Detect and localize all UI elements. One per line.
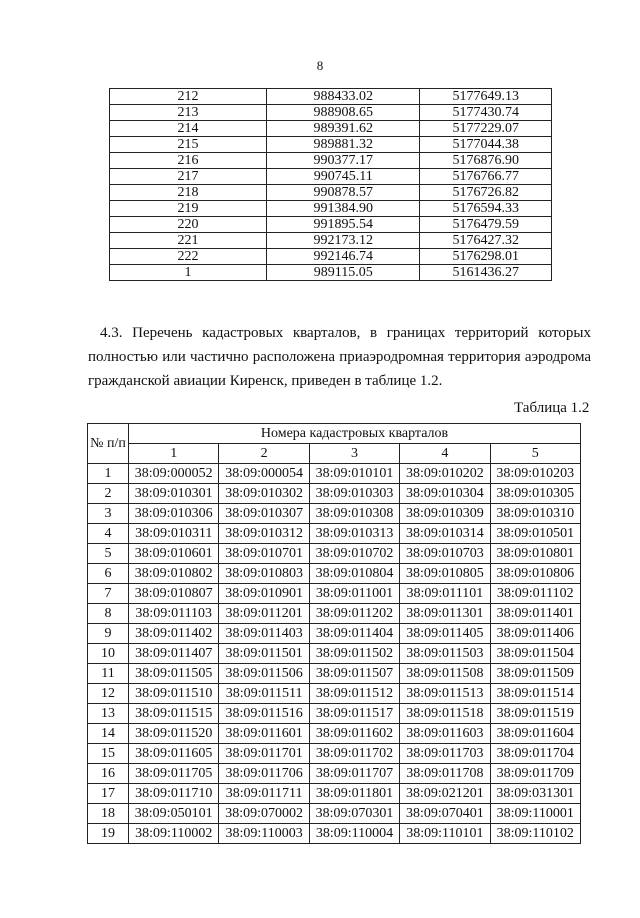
row-number-cell: 15: [88, 744, 129, 764]
row-number-cell: 18: [88, 804, 129, 824]
table-cell: 988433.02: [267, 89, 420, 105]
row-number-cell: 10: [88, 644, 129, 664]
table-cell: 992173.12: [267, 233, 420, 249]
cadastral-number-cell: 38:09:011507: [309, 664, 399, 684]
cadastral-number-cell: 38:09:011301: [400, 604, 490, 624]
table-cell: 5176427.32: [420, 233, 552, 249]
table-cell: 5177649.13: [420, 89, 552, 105]
cadastral-number-cell: 38:09:011602: [309, 724, 399, 744]
table-row: [88, 504, 581, 524]
cadastral-number-cell: 38:09:011101: [400, 584, 490, 604]
table-cell: 215: [110, 137, 267, 153]
table-cell: 5176479.59: [420, 217, 552, 233]
table-row: [110, 217, 552, 233]
cadastral-number-cell: 38:09:011604: [490, 724, 580, 744]
table-cell: 989881.32: [267, 137, 420, 153]
cadastral-number-cell: 38:09:010807: [129, 584, 219, 604]
cadastral-table: [87, 423, 581, 844]
cadastral-number-cell: 38:09:011702: [309, 744, 399, 764]
table-caption: Таблица 1.2: [514, 400, 590, 416]
table-cell: 990377.17: [267, 153, 420, 169]
paragraph-4-3: [88, 321, 591, 393]
table-row: [88, 744, 581, 764]
page-number: 8: [316, 58, 324, 73]
table-cell: 989391.62: [267, 121, 420, 137]
cadastral-number-cell: 38:09:011406: [490, 624, 580, 644]
cadastral-number-cell: 38:09:010308: [309, 504, 399, 524]
cadastral-number-cell: 38:09:010313: [309, 524, 399, 544]
cadastral-number-cell: 38:09:010703: [400, 544, 490, 564]
table-cell: 991895.54: [267, 217, 420, 233]
cadastral-number-cell: 38:09:011506: [219, 664, 309, 684]
cadastral-number-cell: 38:09:011512: [309, 684, 399, 704]
table-cell: 989115.05: [267, 265, 420, 281]
cadastral-number-cell: 38:09:011801: [309, 784, 399, 804]
table-cell: 990878.57: [267, 185, 420, 201]
row-number-cell: 12: [88, 684, 129, 704]
table-row: [88, 704, 581, 724]
cadastral-number-cell: 38:09:011513: [400, 684, 490, 704]
cadastral-number-cell: 38:09:011708: [400, 764, 490, 784]
cadastral-number-cell: 38:09:011102: [490, 584, 580, 604]
table-cell: 992146.74: [267, 249, 420, 265]
table-row: [110, 121, 552, 137]
cadastral-number-cell: 38:09:070401: [400, 804, 490, 824]
cadastral-number-cell: 38:09:010601: [129, 544, 219, 564]
table-row: [88, 564, 581, 584]
cadastral-number-cell: 38:09:011704: [490, 744, 580, 764]
row-number-cell: 8: [88, 604, 129, 624]
cadastral-number-cell: 38:09:010804: [309, 564, 399, 584]
header-row-number: № п/п: [88, 424, 129, 464]
cadastral-number-cell: 38:09:070301: [309, 804, 399, 824]
table-cell: 5176876.90: [420, 153, 552, 169]
cadastral-number-cell: 38:09:110001: [490, 804, 580, 824]
row-number-cell: 19: [88, 824, 129, 844]
cadastral-number-cell: 38:09:010806: [490, 564, 580, 584]
cadastral-number-cell: 38:09:010501: [490, 524, 580, 544]
row-number-cell: 6: [88, 564, 129, 584]
cadastral-number-cell: 38:09:050101: [129, 804, 219, 824]
cadastral-number-cell: 38:09:010202: [400, 464, 490, 484]
cadastral-number-cell: 38:09:011520: [129, 724, 219, 744]
table-row: [88, 524, 581, 544]
table-cell: 216: [110, 153, 267, 169]
cadastral-number-cell: 38:09:011404: [309, 624, 399, 644]
cadastral-number-cell: 38:09:011202: [309, 604, 399, 624]
cadastral-number-cell: 38:09:010301: [129, 484, 219, 504]
cadastral-number-cell: 38:09:011501: [219, 644, 309, 664]
cadastral-number-cell: 38:09:011518: [400, 704, 490, 724]
table-row: [110, 89, 552, 105]
cadastral-number-cell: 38:09:011508: [400, 664, 490, 684]
header-col: 1: [129, 444, 219, 464]
table-cell: 214: [110, 121, 267, 137]
table-row: [88, 464, 581, 484]
table-row: [88, 804, 581, 824]
row-number-cell: 9: [88, 624, 129, 644]
cadastral-number-cell: 38:09:010701: [219, 544, 309, 564]
row-number-cell: 2: [88, 484, 129, 504]
table-cell: 990745.11: [267, 169, 420, 185]
cadastral-number-cell: 38:09:011710: [129, 784, 219, 804]
cadastral-number-cell: 38:09:011502: [309, 644, 399, 664]
table-row: [110, 265, 552, 281]
cadastral-number-cell: 38:09:011504: [490, 644, 580, 664]
cadastral-number-cell: 38:09:110004: [309, 824, 399, 844]
table-row: [110, 105, 552, 121]
cadastral-number-cell: 38:09:010314: [400, 524, 490, 544]
table-cell: 222: [110, 249, 267, 265]
table-cell: 213: [110, 105, 267, 121]
cadastral-number-cell: 38:09:011001: [309, 584, 399, 604]
table-cell: 212: [110, 89, 267, 105]
cadastral-number-cell: 38:09:011703: [400, 744, 490, 764]
cadastral-number-cell: 38:09:011103: [129, 604, 219, 624]
cadastral-number-cell: 38:09:000052: [129, 464, 219, 484]
cadastral-number-cell: 38:09:010303: [309, 484, 399, 504]
table-row: [88, 764, 581, 784]
cadastral-number-cell: 38:09:110003: [219, 824, 309, 844]
cadastral-number-cell: 38:09:011401: [490, 604, 580, 624]
coordinates-table: [109, 88, 552, 281]
table-row: [88, 544, 581, 564]
cadastral-number-cell: 38:09:011517: [309, 704, 399, 724]
cadastral-number-cell: 38:09:011405: [400, 624, 490, 644]
cadastral-number-cell: 38:09:011709: [490, 764, 580, 784]
row-number-cell: 3: [88, 504, 129, 524]
table-row: [88, 644, 581, 664]
table-row: [88, 604, 581, 624]
cadastral-number-cell: 38:09:011511: [219, 684, 309, 704]
table-row: [88, 724, 581, 744]
cadastral-number-cell: 38:09:011707: [309, 764, 399, 784]
cadastral-number-cell: 38:09:010901: [219, 584, 309, 604]
cadastral-number-cell: 38:09:110002: [129, 824, 219, 844]
row-number-cell: 17: [88, 784, 129, 804]
cadastral-number-cell: 38:09:010311: [129, 524, 219, 544]
header-col: 2: [219, 444, 309, 464]
row-number-cell: 7: [88, 584, 129, 604]
row-number-cell: 11: [88, 664, 129, 684]
table-cell: 5161436.27: [420, 265, 552, 281]
cadastral-number-cell: 38:09:011514: [490, 684, 580, 704]
cadastral-number-cell: 38:09:010805: [400, 564, 490, 584]
row-number-cell: 4: [88, 524, 129, 544]
cadastral-number-cell: 38:09:011603: [400, 724, 490, 744]
row-number-cell: 14: [88, 724, 129, 744]
row-number-cell: 5: [88, 544, 129, 564]
table-cell: 5177430.74: [420, 105, 552, 121]
table-cell: 220: [110, 217, 267, 233]
table-row: [110, 137, 552, 153]
table-row: [110, 249, 552, 265]
header-cadastral-numbers: Номера кадастровых кварталов: [129, 424, 581, 444]
cadastral-number-cell: 38:09:110102: [490, 824, 580, 844]
cadastral-number-cell: 38:09:010302: [219, 484, 309, 504]
cadastral-number-cell: 38:09:011706: [219, 764, 309, 784]
cadastral-number-cell: 38:09:000054: [219, 464, 309, 484]
cadastral-number-cell: 38:09:010306: [129, 504, 219, 524]
cadastral-number-cell: 38:09:011605: [129, 744, 219, 764]
cadastral-number-cell: 38:09:011519: [490, 704, 580, 724]
cadastral-number-cell: 38:09:011701: [219, 744, 309, 764]
table-cell: 5176726.82: [420, 185, 552, 201]
cadastral-number-cell: 38:09:011510: [129, 684, 219, 704]
table-cell: 219: [110, 201, 267, 217]
row-number-cell: 1: [88, 464, 129, 484]
table-row: [88, 684, 581, 704]
table-row: [110, 153, 552, 169]
cadastral-number-cell: 38:09:011515: [129, 704, 219, 724]
table-row: [110, 169, 552, 185]
table-cell: 221: [110, 233, 267, 249]
cadastral-number-cell: 38:09:031301: [490, 784, 580, 804]
cadastral-number-cell: 38:09:011516: [219, 704, 309, 724]
cadastral-number-cell: 38:09:010312: [219, 524, 309, 544]
table-cell: 988908.65: [267, 105, 420, 121]
cadastral-number-cell: 38:09:010702: [309, 544, 399, 564]
table-cell: 5176594.33: [420, 201, 552, 217]
cadastral-number-cell: 38:09:011711: [219, 784, 309, 804]
cadastral-number-cell: 38:09:011503: [400, 644, 490, 664]
cadastral-number-cell: 38:09:010101: [309, 464, 399, 484]
cadastral-number-cell: 38:09:010803: [219, 564, 309, 584]
table-row: [88, 584, 581, 604]
header-col: 4: [400, 444, 490, 464]
table-row: [110, 233, 552, 249]
paragraph-text: 4.3. Перечень кадастровых кварталов, в границах территорий которых полностью или частично расположена приаэродромная территория аэродрома гражданской авиации Киренск, приведен в таблице 1.2.: [88, 325, 591, 389]
table-cell: 5177044.38: [420, 137, 552, 153]
cadastral-number-cell: 38:09:010203: [490, 464, 580, 484]
cadastral-number-cell: 38:09:011407: [129, 644, 219, 664]
table-cell: 218: [110, 185, 267, 201]
cadastral-number-cell: 38:09:011403: [219, 624, 309, 644]
cadastral-number-cell: 38:09:010307: [219, 504, 309, 524]
header-col: 5: [490, 444, 580, 464]
table-cell: 5176766.77: [420, 169, 552, 185]
cadastral-number-cell: 38:09:010305: [490, 484, 580, 504]
cadastral-number-cell: 38:09:010801: [490, 544, 580, 564]
table-cell: 5177229.07: [420, 121, 552, 137]
table-row: [88, 484, 581, 504]
table-cell: 5176298.01: [420, 249, 552, 265]
table-cell: 217: [110, 169, 267, 185]
cadastral-number-cell: 38:09:021201: [400, 784, 490, 804]
cadastral-number-cell: 38:09:010310: [490, 504, 580, 524]
table-row: [88, 664, 581, 684]
cadastral-number-cell: 38:09:070002: [219, 804, 309, 824]
table-row: [110, 185, 552, 201]
cadastral-number-cell: 38:09:010802: [129, 564, 219, 584]
table-row: [110, 201, 552, 217]
table-row: [88, 624, 581, 644]
cadastral-number-cell: 38:09:011402: [129, 624, 219, 644]
row-number-cell: 16: [88, 764, 129, 784]
cadastral-number-cell: 38:09:011601: [219, 724, 309, 744]
row-number-cell: 13: [88, 704, 129, 724]
table-cell: 991384.90: [267, 201, 420, 217]
cadastral-number-cell: 38:09:011505: [129, 664, 219, 684]
cadastral-number-cell: 38:09:010309: [400, 504, 490, 524]
cadastral-number-cell: 38:09:011705: [129, 764, 219, 784]
header-col: 3: [309, 444, 399, 464]
table-row: [88, 784, 581, 804]
cadastral-number-cell: 38:09:110101: [400, 824, 490, 844]
table-cell: 1: [110, 265, 267, 281]
table-row: [88, 824, 581, 844]
cadastral-number-cell: 38:09:011201: [219, 604, 309, 624]
cadastral-number-cell: 38:09:011509: [490, 664, 580, 684]
cadastral-number-cell: 38:09:010304: [400, 484, 490, 504]
